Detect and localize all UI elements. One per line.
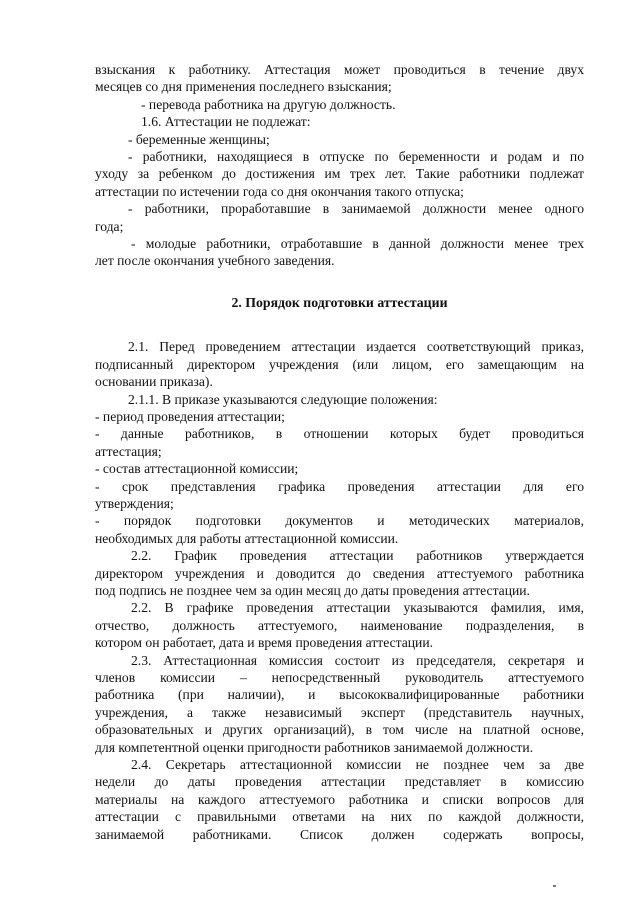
text-line: аттестация; <box>95 443 162 459</box>
text-line: 2.3. Аттестационная комиссия состоит из председателя, секретаря и <box>131 652 584 668</box>
text-line: основании приказа). <box>95 374 213 390</box>
text-line: - период проведения аттестации; <box>95 408 285 424</box>
text-line: аттестации с правильными ответами на них по каждой должности, <box>95 809 584 825</box>
text-line: отчество, должность аттестуемого, наименование подразделения, в <box>95 617 584 633</box>
text-line: месяцев со дня применения последнего взыскания; <box>95 79 392 95</box>
text-line: лет после окончания учебного заведения. <box>95 253 335 269</box>
text-line: учреждения, а также независимый эксперт (представитель научных, <box>95 704 584 720</box>
text-line: работника (при наличии), и высококвалифицированные работники <box>95 687 584 703</box>
text-line: года; <box>95 218 124 234</box>
text-line: - молодые работники, отработавшие в данной должности менее трех <box>131 236 584 252</box>
text-line: 2.1. Перед проведением аттестации издается соответствующий приказ, <box>128 339 584 355</box>
scan-speck <box>553 885 556 887</box>
text-line: взыскания к работнику. Аттестация может проводиться в течение двух <box>95 62 584 77</box>
section-heading: 2. Порядок подготовки аттестации <box>231 294 448 310</box>
text-line: - работники, проработавшие в занимаемой должности менее одного <box>128 201 584 217</box>
text-line: - беременные женщины; <box>128 131 270 147</box>
text-line: - срок представления графика проведения аттестации для его <box>95 478 584 494</box>
text-line: аттестации по истечении года со дня окончания такого отпуска; <box>95 183 464 199</box>
text-line: - перевода работника на другую должность. <box>141 96 396 112</box>
text-line: членов комиссии – непосредственный руководитель аттестуемого <box>95 670 584 685</box>
text-line: недели до даты проведения аттестации представляет в комиссию <box>95 774 584 790</box>
text-line: под подпись не позднее чем за один месяц до даты проведения аттестации. <box>95 582 530 598</box>
text-line: уходу за ребенком до достижения им трех лет. Такие работники подлежат <box>95 166 584 182</box>
text-line: котором он работает, дата и время проведения аттестации. <box>95 635 434 651</box>
text-line: - состав аттестационной комиссии; <box>95 461 299 477</box>
text-line: необходимых для работы аттестационной комиссии. <box>95 530 399 546</box>
text-line: образовательных и других организаций), в том числе на платной основе, <box>95 722 584 738</box>
document-body <box>95 61 584 843</box>
text-line: 1.6. Аттестации не подлежат: <box>141 114 311 130</box>
text-line: 2.4. Секретарь аттестационной комиссии не позднее чем за две <box>131 757 584 773</box>
text-line: - порядок подготовки документов и методических материалов, <box>95 513 584 529</box>
text-line: - данные работников, в отношении которых будет проводиться <box>95 426 584 442</box>
text-line: 2.2. График проведения аттестации работников утверждается <box>131 548 584 564</box>
text-line: 2.1.1. В приказе указываются следующие положения: <box>128 391 438 407</box>
text-line: 2.2. В графике проведения аттестации указываются фамилия, имя, <box>131 600 584 616</box>
text-line: для компетентной оценки пригодности работников занимаемой должности. <box>95 739 534 755</box>
text-line: материалы на каждого аттестуемого работника и списки вопросов для <box>95 791 584 807</box>
text-line: занимаемой работниками. Список должен содержать вопросы, <box>95 826 584 842</box>
text-line: директором учреждения и доводится до сведения аттестуемого работника <box>95 565 584 581</box>
text-line: подписанный директором учреждения (или лицом, его замещающим на <box>95 356 584 372</box>
text-line: - работники, находящиеся в отпуске по беременности и родам и по <box>128 149 584 165</box>
text-line: утверждения; <box>95 495 174 511</box>
